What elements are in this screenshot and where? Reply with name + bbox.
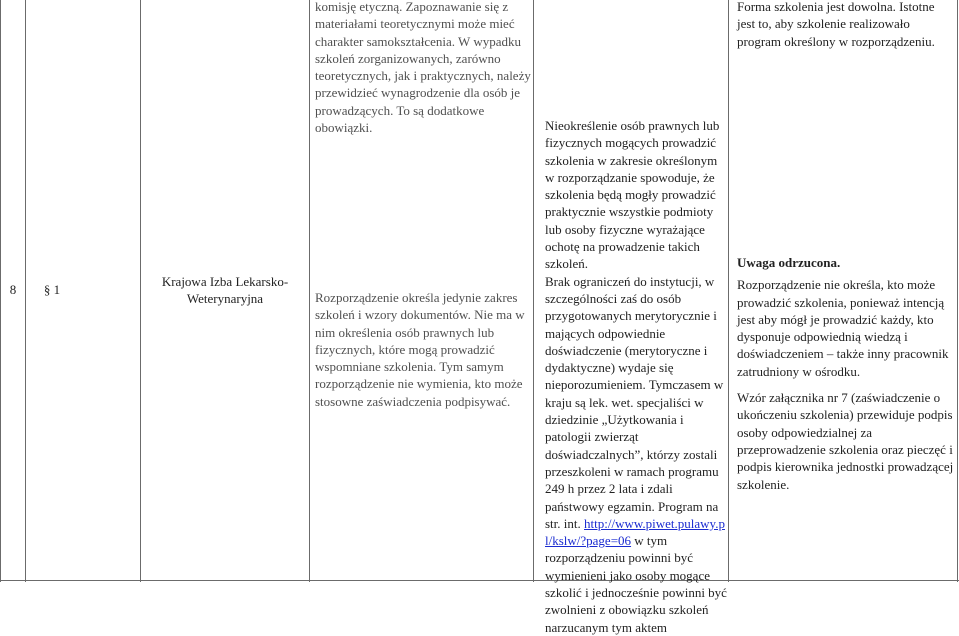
response-cell [737,254,955,493]
response-paragraph-1: Rozporządzenie nie określa, kto może prowadzić szkolenia, ponieważ intencją jest aby mógł je prowadzić każdy, kto dysponuje odpowiednią wiedzą i doświadczeniem – także inny pracownik zatrudniony w ośrodku. [737,277,949,379]
comment-paragraph-1: Nieokreślenie osób prawnych lub fizycznych mogących prowadzić szkolenia w zakresie określonym w rozporządzanie spowoduje, że szkolenia będą mogły prowadzić praktycznie wszystkie podmioty lub osoby fizyczne wyrażające ochotę na prowadzenie takich szkoleń. [545,118,720,272]
table-border-bottom [0,580,959,581]
comment-cell [545,117,727,636]
remarks-top-text: komisję etyczną. Zapoznawanie się z materiałami teoretycznymi może mieć charakter samokształcenia. W wypadku szkoleń zorganizowanych, zarówno teoretycznych, jak i praktycznych, należy przewidzieć wynagrodzenie dla osób je prowadzących. To są dodatkowe obowiązki. [315,0,531,136]
piwet-link[interactable]: http://www.piwet.pulawy.pl/kslw/?page=06 [545,515,725,549]
row-number-cell [1,0,25,580]
table-border-right [957,0,958,582]
comment-text-after-link: w tym rozporządzeniu powinni być wymienieni jako osoby mogące szkolić i jednocześnie powinni być zwolnieni z obowiązku szkoleń narzucanym tym aktem [545,533,727,635]
remarks-mid-text: Rozporządzenie określa jedynie zakres szkoleń i wzory dokumentów. Nie ma w nim określenia osób prawnych lub fizycznych, które mogą prowadzić wspomniane szkolenia. Tym samym rozporządzenie nie wymienia, kto może stosowne zaświadczenia podpisywać. [315,290,525,409]
paragraph-ref: § 1 [43,282,61,298]
table-divider-3 [309,0,310,582]
comment-paragraph-2 [545,273,727,636]
row-number: 8 [9,282,17,298]
response-paragraph-2: Wzór załącznika nr 7 (zaświadczenie o ukończeniu szkolenia) przewiduje podpis osoby odpowiedzialnej za przeprowadzenie szkolenia oraz pieczęć i podpis kierownika jednostki prowadzącej szkolenie. [737,390,954,492]
comment-text-before-link: Brak ograniczeń do instytucji, w szczególności zaś do osób przygotowanych merytorycznie i mających odpowiednie doświadczenie (merytoryczne i dydaktyczne) wydaje się nieporozumieniem. Tymczasem w kraju są lek. wet. specjaliści w dziedzinie „Użytkowania i patologii zwierząt doświadczalnych”, którzy zostali przeszkoleni w ramach programu 249 h przez 2 lata i zdali państwowy egzamin. Program na str. int. [545,273,724,531]
table-divider-4 [533,0,534,582]
response-heading: Uwaga odrzucona. [737,255,841,270]
institution-name: Krajowa Izba Lekarsko-Weterynaryjna [161,273,289,306]
response-top-text: Forma szkolenia jest dowolna. Istotne jest to, aby szkolenie realizowało program określony w rozporządzeniu. [737,0,935,49]
institution-cell [141,0,309,580]
table-divider-5 [728,0,729,582]
paragraph-cell [26,0,140,580]
